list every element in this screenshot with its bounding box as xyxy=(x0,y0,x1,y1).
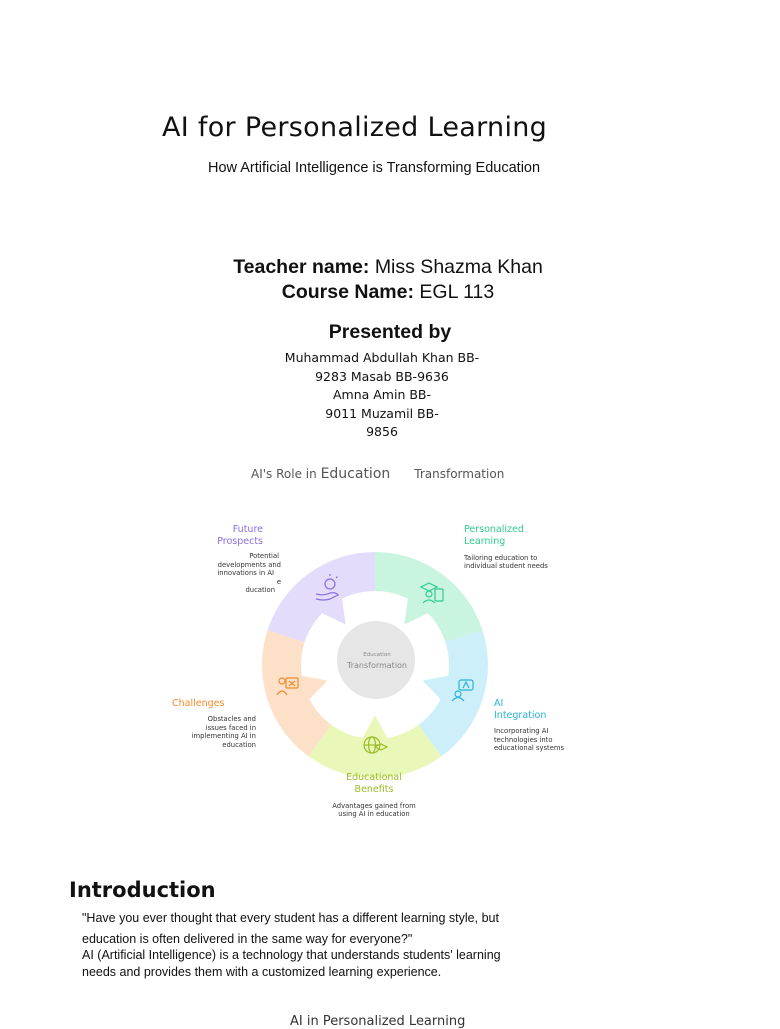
presenter-line: 9283 Masab BB-9636 xyxy=(315,368,449,384)
diagram-title-small: AI's Role in xyxy=(251,467,317,481)
center-label-small: Education xyxy=(363,652,391,658)
segment-desc-line: technologies into xyxy=(494,736,553,744)
segment-desc-line: individual student needs xyxy=(464,562,548,570)
introduction-heading: Introduction xyxy=(69,878,216,902)
document-title: AI for Personalized Learning xyxy=(162,112,548,143)
presenter-line: 9856 xyxy=(366,424,398,439)
segment-label-ai-integration xyxy=(494,698,565,752)
diagram-title-big: Education xyxy=(320,466,391,482)
presenter-line: 9011 Muzamil BB- xyxy=(325,405,439,421)
segment-title-line: AI xyxy=(494,698,504,709)
segment-desc-line: e xyxy=(276,578,281,586)
segment-label-personalized-learning xyxy=(463,524,548,570)
segment-title-line: Learning xyxy=(464,536,506,547)
segment-title-line: Educational xyxy=(346,772,402,783)
diagram-center-circle xyxy=(337,621,415,699)
center-label-big: Transformation xyxy=(346,661,408,670)
segment-desc-line: developments and xyxy=(217,561,281,569)
segment-desc-line: educational systems xyxy=(494,744,565,752)
body-line: AI (Artificial Intelligence) is a technology that understands students' learning xyxy=(82,948,501,962)
segment-desc-line: education xyxy=(222,741,256,749)
course-label: Course Name: xyxy=(281,281,414,303)
segment-title-line: Integration xyxy=(494,710,547,721)
segment-desc-line: implementing AI in xyxy=(191,732,256,740)
body-line: needs and provides them with a customized learning experience. xyxy=(82,965,442,979)
education-cycle-diagram xyxy=(0,500,768,830)
diagram-title xyxy=(251,466,504,482)
segment-title-line: Challenges xyxy=(172,698,225,709)
presented-by-heading: Presented by xyxy=(328,321,452,343)
presenter-line: Muhammad Abdullah Khan BB- xyxy=(284,350,480,365)
segment-desc-line: Potential xyxy=(249,552,279,560)
quote-line: education is often delivered in the same way for everyone?" xyxy=(82,932,413,946)
segment-title-line: Personalized xyxy=(464,524,524,535)
teacher-line xyxy=(0,256,776,279)
next-section-heading: AI in Personalized Learning xyxy=(290,1014,466,1029)
segment-label-educational-benefits xyxy=(332,772,416,818)
course-name: EGL 113 xyxy=(419,281,495,303)
segment-title-line: Future xyxy=(232,524,263,535)
diagram-title-tail: Transformation xyxy=(414,467,505,481)
segment-desc-line: ducation xyxy=(245,586,275,594)
segment-desc-line: Tailoring education to xyxy=(464,554,538,562)
introduction-body xyxy=(82,947,522,981)
segment-title-line: Benefits xyxy=(354,784,394,795)
segment-desc-line: issues faced in xyxy=(205,724,256,732)
introduction-quote xyxy=(82,908,522,950)
segment-desc-line: Incorporating AI xyxy=(494,727,549,735)
segment-label-challenges xyxy=(172,698,256,749)
segment-desc-line: Advantages gained from xyxy=(332,802,416,810)
segment-label-future-prospects xyxy=(217,524,281,594)
teacher-name: Miss Shazma Khan xyxy=(374,256,543,278)
quote-line: "Have you ever thought that every student has a different learning style, but xyxy=(82,911,499,925)
presenter-names xyxy=(282,349,482,439)
segment-desc-line: Obstacles and xyxy=(207,715,256,723)
segment-desc-line: innovations in AI xyxy=(217,569,274,577)
segment-title-line: Prospects xyxy=(217,536,263,547)
segment-desc-line: using AI in education xyxy=(338,810,410,818)
document-subtitle: How Artificial Intelligence is Transforming Education xyxy=(208,160,541,176)
teacher-label: Teacher name: xyxy=(233,256,370,278)
presenter-line: Amna Amin BB- xyxy=(332,387,432,402)
course-line xyxy=(0,281,776,304)
